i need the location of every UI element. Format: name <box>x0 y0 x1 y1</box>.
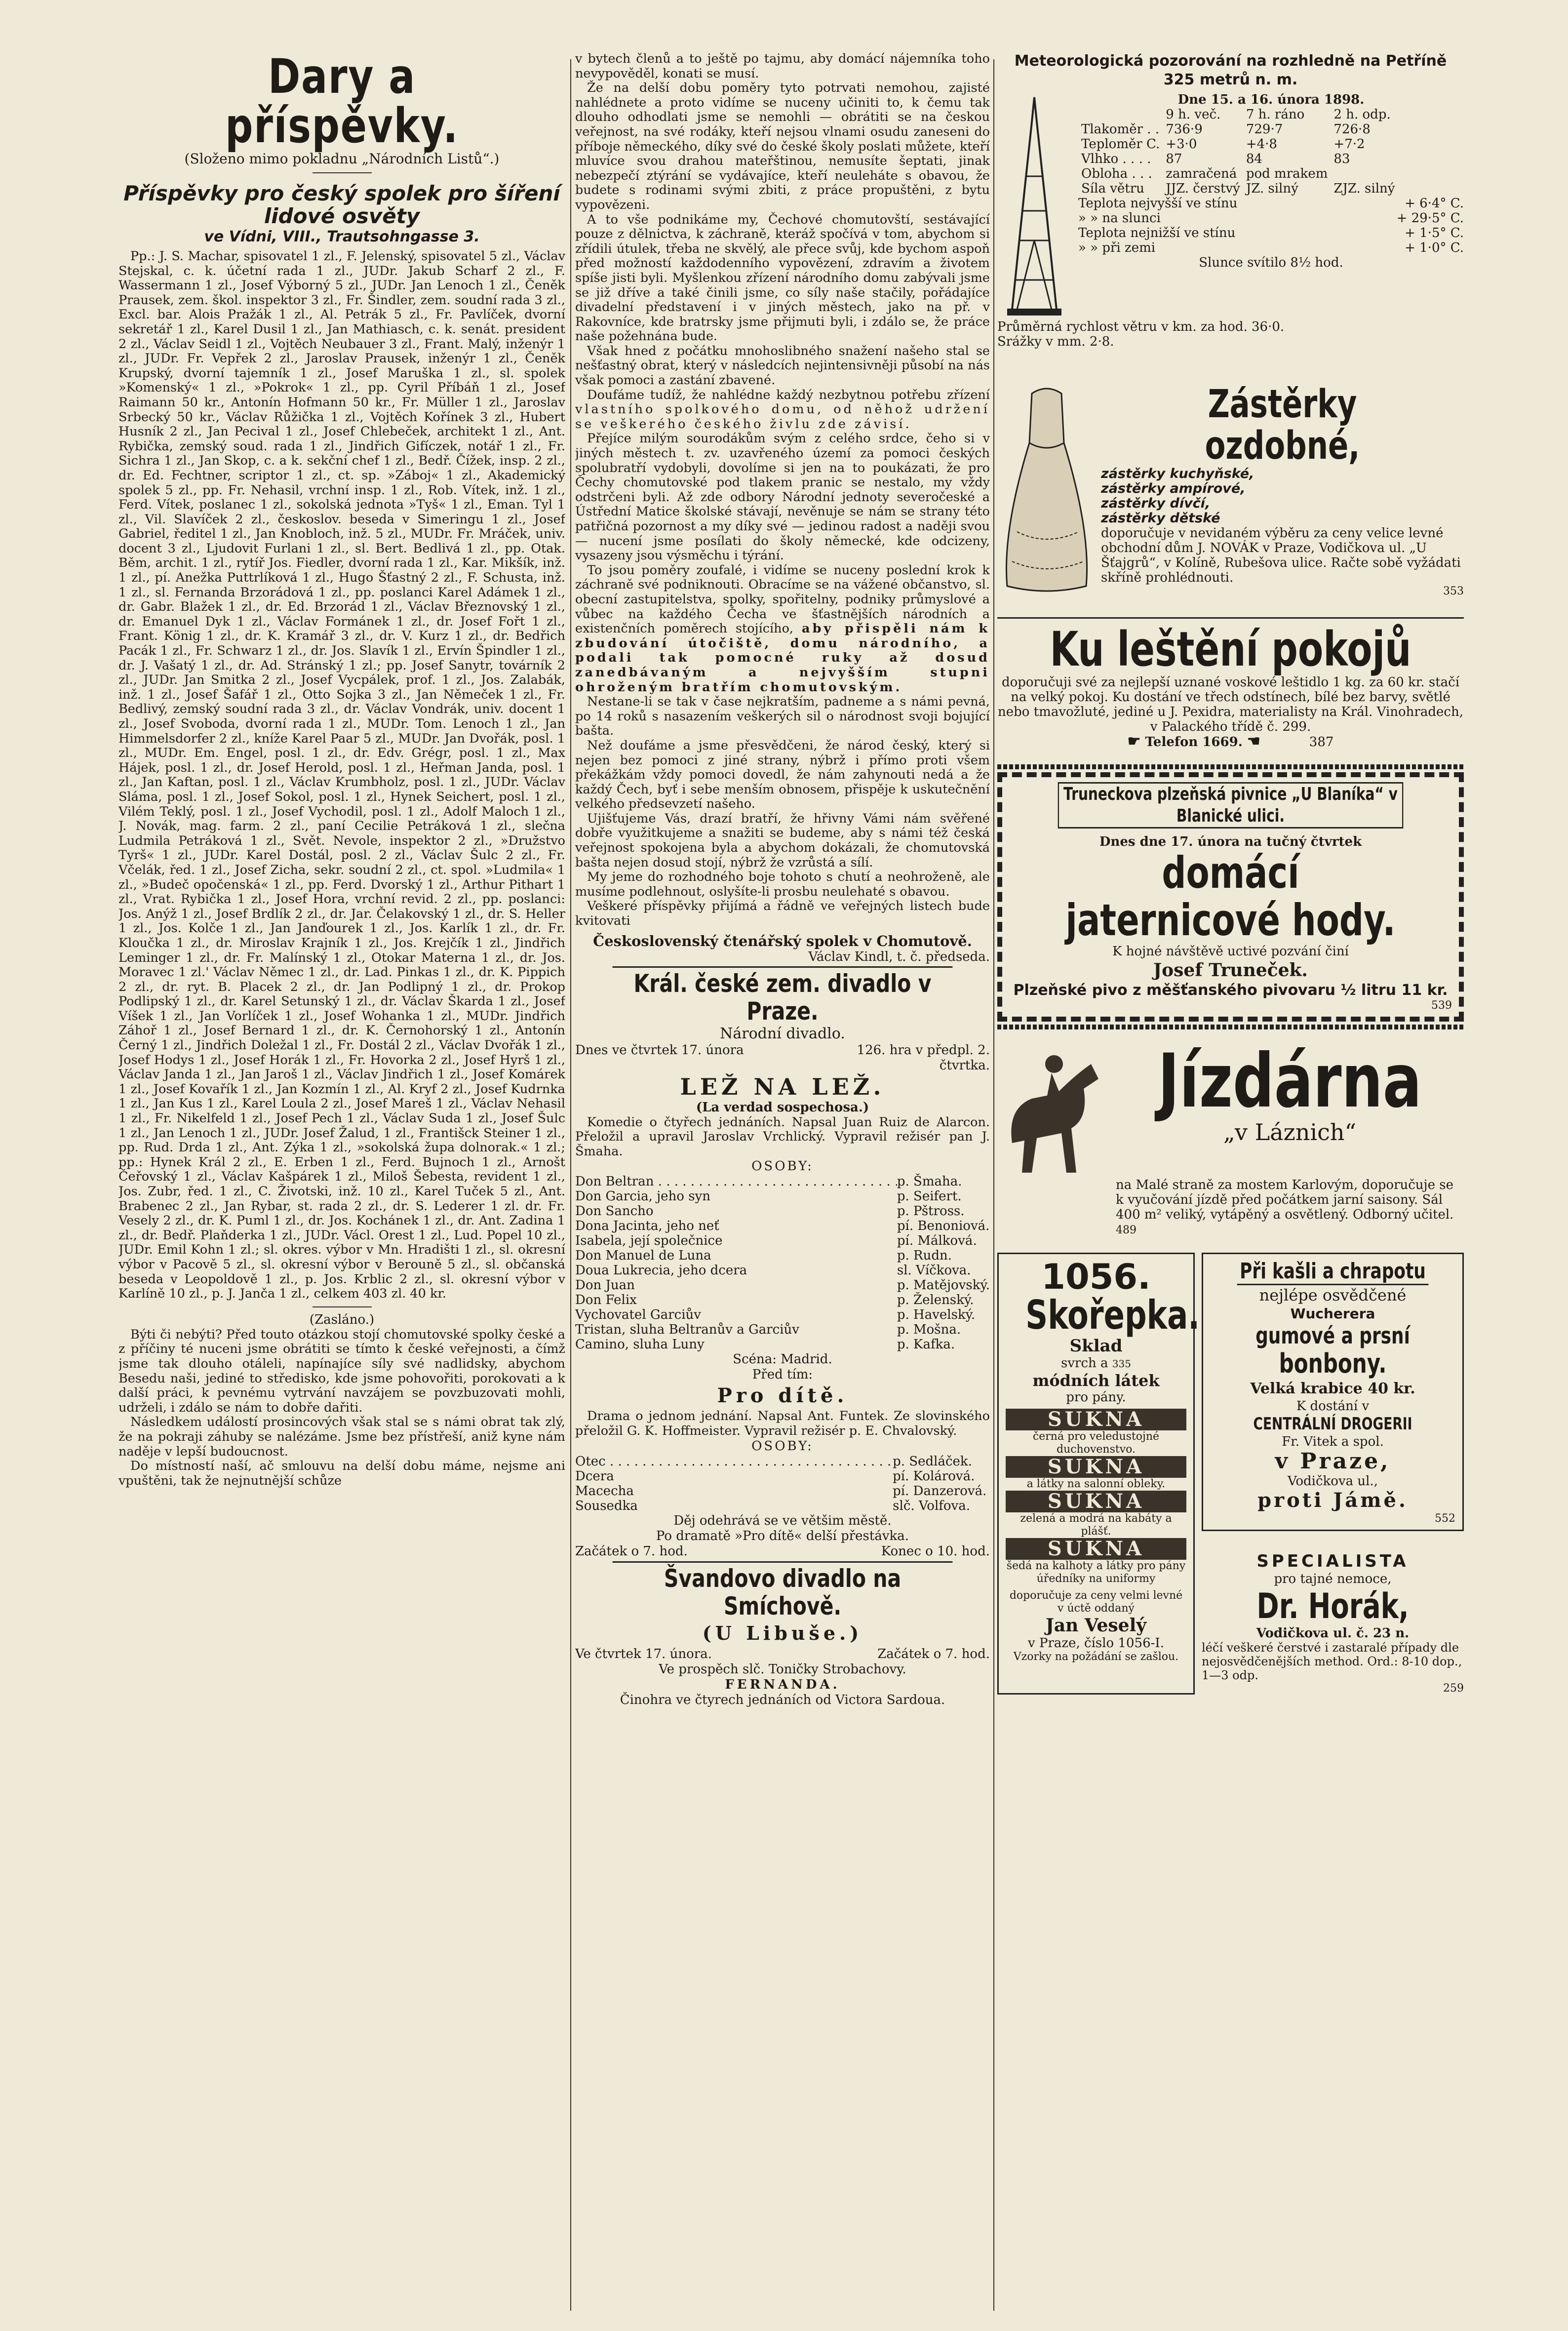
cast-role: Sousedka <box>575 1498 638 1513</box>
cast-actor: pí. Danzerová. <box>893 1483 987 1499</box>
temperature-label: » » při zemi <box>1078 240 1156 255</box>
column-rule <box>570 59 571 2311</box>
appeal-paragraph: A to vše podnikáme my, Čechové chomutovští, sestávající pouze z dělnictva, k záchraně, kteráž spočívá v tom, abychom si zřídili útulek, třeba ne skvělý, ale přece svůj, kde bychom aspoň před možností každodenního vypovězení, zdravím a životem spíše jisti byli. Myšlenkou zřízení národního domu zabývali jsme se již dříve a také činili jsme, co síly naše stačily, pořádajíce divadelní představení i v jiných městech, jako na př. v Rakovníce, kde bratrsky jsme přijmuti byli, i zdálo se, že práce naše požehnána bude. <box>575 212 990 344</box>
temperature-line <box>1078 196 1464 211</box>
cast-role: Don Felix <box>575 1293 637 1308</box>
weather-value: +4·8 <box>1246 137 1277 152</box>
weather-value: JJZ. čerstvý <box>1166 181 1240 196</box>
cast-actor: pí. Kolárová. <box>893 1468 975 1484</box>
weather-row <box>1078 152 1398 166</box>
weather-label: Obloha . . . <box>1081 166 1152 181</box>
play-title: LEŽ NA LEŽ. <box>680 1073 885 1100</box>
play-subtitle: (La verdad sospechosa.) <box>696 1100 869 1115</box>
ad-specialist: SPECIALISTA pro tajné nemoce, Dr. Horák, Vodičkova ul. č. 23 n. léčí veškeré čerstvé i zastaralé případy dle nejosvědčenějších method. Ord.: 8-10 dop., 1—3 odp. 259 <box>1202 1551 1464 1695</box>
cast-actor: p. Pštross. <box>897 1204 965 1219</box>
play-description: Činohra ve čtyrech jednáních od Victora Sardoua. <box>620 1692 945 1707</box>
appeal-paragraph: Doufáme tudíž, že nahlédne každý nezbytnou potřebu zřízení vlastního spolkového domu, od něhož udržení se veškerého českého živlu zde závisí. <box>575 387 990 432</box>
cast-heading: OSOBY: <box>751 1159 814 1174</box>
performance-line: Dnes ve čtvrtek 17. února 126. hra v předpl. 2. čtvrtka. <box>575 1042 990 1073</box>
scene: Scéna: Madrid. <box>733 1352 832 1367</box>
cast-role: Camino, sluha Luny <box>575 1337 705 1352</box>
cast-actor: pí. Benoniová. <box>897 1219 990 1234</box>
cast-role: Don Garcia, jeho syn <box>575 1189 711 1204</box>
benefit-note: Ve prospěch slč. Toničky Strobachovy. <box>659 1661 906 1677</box>
cast-role: Tristan, sluha Beltranův a Garciův <box>575 1322 799 1338</box>
zaslano-paragraph: Do místností naší, ač smlouvu na delší dobu máme, nejsme ani vpuštěni, tak že nejnutnější schůze <box>118 1459 565 1488</box>
weather-title: Meteorologická pozorování na rozhledně na Petříně 325 metrů n. m. <box>1014 52 1447 88</box>
zaslano-heading: (Zasláno.) <box>309 1312 375 1327</box>
ad-item: zástěrky ampírové, <box>1101 481 1246 496</box>
cast-role: Dcera <box>575 1468 614 1484</box>
weather-value: +7·2 <box>1333 137 1365 152</box>
weather-value: ZJZ. silný <box>1333 181 1395 196</box>
weather-value: JZ. silný <box>1246 181 1298 196</box>
cast-actor: p. Mošna. <box>897 1322 961 1338</box>
appeal-paragraph: Nestane-li se tak v čase nejkratším, padneme a s námi pevná, po 14 roků s nasazením veškerých sil o národnost svoji bojující bašta. <box>575 694 990 739</box>
zaslano-paragraph: Býti či nebýti? Před touto otázkou stojí chomutovské spolky české a z příčiny té nuceni jsme obrátiti se tímto k české veřejnosti, a čímž jsme tak dlouho otáleli, napínajíce síly své nadlidsky, abychom Besedu naši, jediné to středisko, kde jsme pohovořiti, porokovati a k další práci, k pevnému vytrvání navzájem se povzbuzovati mohli, udrželi, i zdálo se nám to dobře dařiti. <box>118 1327 565 1415</box>
appeal-paragraph: Přejíce milým sourodákům svým z celého srdce, čeho si v jiných městech t. zv. uzavřeného území za pomoci českých spolubratří vydobyli, dovolíme si jen na to poukázati, že pro Čechy chomutovské pod tlakem pranic se nestalo, my vždy odstrčeni byli. Až zde odbory Národní jednoty severočeské a Ústřední Matice školské stávají, nevěnuje se nám se strany této patřičná pozornost a my díky své — jedinou radost a naději svou — nucení jsme posílati do školy německé, kde odcizeny, vysazeny jsou výsměchu i týrání. <box>575 431 990 563</box>
ad-skorepka: 1056. Skořepka. Sklad svrch a 335 módních látek pro pány. SUKNA černá pro veledustojné duchovenstvo. SUKNA a látky na salonní obleky. SUKNA zelená a modrá na kabáty a plášť. SUKNA šedá na kalhoty a látky pro pány úředníky na uniformy doporučuje za ceny velmi levné v úctě oddaný Jan Veselý v Praze, číslo 1056-I. Vzorky na požádání se zašlou. <box>997 1253 1195 1695</box>
weather-label: Síla větru <box>1081 181 1144 196</box>
ad-item: zástěrky kuchyňské, <box>1101 466 1254 481</box>
weather-value <box>1331 166 1398 181</box>
subtitle: (Složeno mimo pokladnu „Národních Listů“.) <box>184 151 500 167</box>
weather-value: pod mrakem <box>1246 166 1328 181</box>
appeal-paragraph: Ujišťujeme Vás, drazí bratří, že hřivny Vámi nám svěřené dobře využitkujeme a snažiti se budeme, aby s námi též česká veřejnost spokojena byla a abychom dokázali, že chomutovská bašta nejen dosud stojí, nýbrž že vzrůstá a sílí. <box>575 811 990 870</box>
petrin-tower-icon <box>997 92 1071 319</box>
weather-table: 9 h. več. 7 h. ráno 2 h. odp. Tlakoměr . . 736·9 729·7 726·8 Teploměr C. +3·0 +4·8 +7·2 Vlhko . . . . 87 84 83 Obloha . . . zamračená pod mrakem Síla větru JJZ. čerstvý JZ. silný ZJZ. silný <box>1078 107 1398 196</box>
ad-aprons: Zástěrky ozdobné, zástěrky kuchyňské, zástěrky ampírové, zástěrky dívčí, zástěrky dětské doporučuje v nevidaném výběru za ceny velice levné obchodní dům J. NOVÁK v Praze, Vodičkova ul. „U Šťajgrů“, v Kolíně, Rubešova ulice. Račte sobě vyžádati skříně prohlédnouti. 353 <box>997 384 1464 597</box>
cast-role: Otec . . . <box>575 1454 893 1469</box>
temperature-line <box>1078 226 1464 240</box>
cast-role: Isabela, její společnice <box>575 1233 723 1249</box>
cast-actor: sl. Víčkova. <box>897 1263 971 1278</box>
cast-actor: p. Šmaha. <box>897 1174 962 1189</box>
weather-value: zamračená <box>1166 166 1237 181</box>
weather-value: 736·9 <box>1166 122 1203 137</box>
temperature-label: Teplota nejnižší ve stínu <box>1078 226 1236 240</box>
cast-role: Vychovatel Garciův <box>575 1307 701 1323</box>
section-address: ve Vídni, VIII., Trautsohngasse 3. <box>204 228 480 245</box>
cast-actor: p. Rudn. <box>897 1248 952 1264</box>
temperature-lines <box>1078 196 1464 255</box>
performance-line: Ve čtvrtek 17. února. Začátek o 7. hod. <box>575 1646 990 1661</box>
column-weather-ads <box>997 52 1464 2313</box>
weather-row <box>1078 122 1398 137</box>
weather-value: +3·0 <box>1166 137 1197 152</box>
appeal-paragraph: To jsou poměry zoufalé, i vidíme se nuceny poslední krok k záchraně své podniknouti. Obracíme se na vážené občanstvo, sl. obecní zastupitelstva, spolky, spořitelny, podniky průmyslové a vůbec na každého Čecha ve šťastnějších národních a existenčních poměrech stojícího, aby přispěli nám k zbudování útočiště, domu národního, a podali tak pomocné ruky až dosud zanedbávaným a nejvyšším stupni ohroženým bratřím chomutovským. <box>575 562 990 695</box>
temperature-line <box>1078 240 1464 255</box>
cast-role: Doua Lukrecia, jeho dcera <box>575 1263 747 1278</box>
precipitation: Srážky v mm. 2·8. <box>997 334 1114 349</box>
temperature-value: + 6·4° C. <box>1405 196 1464 211</box>
zaslano-paragraph: Následkem událostí prosincových však stal se s námi obrat tak zlý, že na pokraji záhuby se nalézáme. Jsme bez přístřeší, aniž kyne nám naděje v lepší budoucnost. <box>118 1415 565 1459</box>
cast-role: Macecha <box>575 1483 634 1499</box>
weather-value: 726·8 <box>1333 122 1371 137</box>
temperature-value: + 1·0° C. <box>1405 240 1464 255</box>
cast-role: Dona Jacinta, jeho neť <box>575 1219 719 1234</box>
donor-list: Pp.: J. S. Machar, spisovatel 1 zl., F. Jelenský, spisovatel 5 zl., Václav Stejskal, c. k. účetní rada 1 zl., JUDr. Jakub Scharf 2 zl., F. Wassermann 1 zl., Josef Výborný 5 zl., JUDr. Jan Lenoch 1 zl., Čeněk Prausek, zem. škol. inspektor 3 zl., Fr. Šindler, zem. soudní rada 3 zl., Excl. bar. Alois Pražák 1 zl., Al. Petrák 5 zl., Fr. Pavlíček, dvorní sekretář 1 zl., Karel Dusil 1 zl., Jan Mathiasch, c. k. senát. president 2 zl., Václav Seidl 1 zl., Vojtěch Neubauer 3 zl., Frant. Malý, inženýr 1 zl., JUDr. Fr. Vepřek 2 zl., Jaroslav Prausek, inženýr 1 zl., Čeněk Krupský, dvorní tajemník 1 zl., Josef Maruška 1 zl., sl. spolek »Komenský« 1 zl., »Pokrok« 1 zl., pp. Cyril Příbáň 1 zl., Josef Raimann 50 kr., Antonín Hofmann 50 kr., Fr. Müller 1 zl., Jaroslav Srbecký 50 kr., Václav Růžička 1 zl., Vojtěch Kořínek 3 zl., Hubert Husník 2 zl., Jan Pecival 1 zl., Josef Chlebeček, architekt 1 zl., Ant. Rybička, zemský soud. rada 1 zl., Jindřich Gifíczek, notář 1 zl., Fr. Sichra 1 zl., Jan Skop, c. a k. sekční chef 1 zl., Bedř. Čížek, insp. 2 zl., dr. Ed. Fechtner, scriptor 1 zl., ct. sp. »Záboj« 1 zl., Akademický spolek 5 zl., pp. Fr. Nehasil, vrchní insp. 1 zl., Rob. Vítek, inž. 1 zl., Ferd. Vítek, poslanec 1 zl., sokolská jednota »Tyš« 1 zl., Eman. Tyl 1 zl., Vil. Slavíček 2 zl., českoslov. beseda v Simeringu 1 zl., Josef Gabriel, ředitel 1 zl., Jan Knobloch, inž. 5 zl., MUDr. Fr. Mráček, univ. docent 3 zl., Ljudovit Furlani 1 zl., sl. Bert. Bedlivá 1 zl., pp. Otak. Běm, archit. 1 zl., rytíř Jos. Fiedler, dvorní rada 1 zl., Kar. Mikšík, inž. 1 zl., pí. Anežka Puttrlíková 1 zl., Hugo Šťastný 2 zl., F. Schusta, inž. 1 zl., sl. Fernanda Brzorádová 1 zl., pp. poslanci Karel Adámek 1 zl., dr. Gabr. Blažek 1 zl., dr. Ed. Brzorád 1 zl., Václav Březnovský 1 zl., dr. Emanuel Dyk 1 zl., Václav Formánek 1 zl., dr. Josef Fořt 1 zl., Frant. König 1 zl., dr. K. Kramář 3 zl., dr. V. Kurz 1 zl., dr. Bedřich Pacák 1 zl., Fr. Schwarz 1 zl., dr. Jos. Slavík 1 zl., Ervín Špindler 1 zl., dr. J. Vašatý 1 zl., dr. Ad. Stránský 1 zl.; pp. Josef Sanytr, továrník 2 zl., JUDr. Jan Smitka 2 zl., Josef Vycpálek, prof. 1 zl., Jos. Zalabák, inž. 1 zl., Josef Šafář 1 zl., Otto Sojka 3 zl., Jan Němeček 1 zl., Fr. Bedlivý, zemský soudní rada 3 zl., dr. Václav Vondrák, univ. docent 1 zl., Josef Svoboda, dvorní rada 1 zl., MUDr. Tom. Lenoch 1 zl., Jan Himmelsdorfer 2 zl., kníže Karel Paar 5 zl., MUDr. Jan Dvořák, posl. 1 zl., MUDr. Em. Engel, posl. 1 zl., dr. Edv. Grégr, posl. 1 zl., Max Hájek, posl. 1 zl., dr. Josef Herold, posl. 1 zl., Heřman Janda, posl. 1 zl., Jan Kaftan, posl. 1 zl., Václav Krumbholz, posl. 1 zl., JUDr. Václav Sláma, posl. 1 zl., Josef Sokol, posl. 1 zl., Hynek Seichert, posl. 1 zl., Vilém Teklý, posl. 1 zl., Josef Vychodil, posl. 1 zl., Adolf Maloch 1 zl., J. Novák, mag. farm. 2 zl., paní Cecilie Petráková 1 zl., slečna Ludmila Petráková 1 zl., Svět. Nevole, inspektor 2 zl., »Družstvo Tyrš« 1 zl., JUDr. Karel Dostál, posl. 2 zl., Václav Šulc 2 zl., Fr. Včelák, řed. 1 zl., Josef Zicha, sekr. soudní 2 zl., ct. spol. »Ludmila« 1 zl., »Budeč opočenská« 1 zl., pp. Ferd. Dvorský 1 zl., Arthur Pithart 1 zl., Vrat. Rybička 1 zl., Josef Hora, vrchní revid. 2 zl., pp. poslanci: Jos. Anýž 1 zl., Josef Brdlík 2 zl., dr. Jar. Čelakovský 1 zl., dr. S. Heller 1 zl., Jos. Kolče 1 zl., Jan Janďourek 1 zl., Jos. Karlík 1 zl., dr. Fr. Kloučka 1 zl., dr. Miroslav Krajník 1 zl., Jos. Krejčík 1 zl., Jindřich Leminger 1 zl., dr. Fr. Malínský 1 zl., Otokar Materna 1 zl., dr. Jos. Moravec 1 zl.' Václav Němec 1 zl., dr. Lad. Pinkas 1 zl., dr. K. Pippich 2 zl., dr. ryt. B. Placek 2 zl., dr. Jan Podlipný 1 zl., dr. Prokop Podlipský 1 zl., dr. Karel Setunský 1 zl., dr. Václav Škarda 1 zl., Josef Víšek 1 zl., Jan Vorlíček 1 zl., Josef Wohanka 1 zl., MUDr. Jindřich Záhoř 1 zl., Josef Bernard 1 zl., dr. K. Černohorský 1 zl., Antonín Černý 1 zl., Jindřich Doležal 1 zl., Fr. Dostál 2 zl., Václav Dvořák 1 zl., Josef Hodys 1 zl., Josef Horák 1 zl., Fr. Hovorka 2 zl., Josef Hyrš 1 zl., Václav Janda 1 zl., Jan Jaroš 1 zl., Václav Jindřich 1 zl., Josef Komárek 1 zl., Josef Kovařík 1 zl., Jan Kozmín 1 zl., Al. Kryf 2 zl., Josef Kudrnka 1 zl., Jan Kus 1 zl., Karel Loula 2 zl., Josef Mareš 1 zl., Václav Nehasil 1 zl., Fr. Nikelfeld 1 zl., Josef Pech 1 zl., Václav Suda 1 zl., Josef Šulc 1 zl., Jan Lenoch 1 zl., JUDr. Josef Žalud, 1 zl., Františck Steiner 1 zl., pp. Rud. Drda 1 zl., Ant. Zýka 1 zl., »sokolská župa dolnorak.« 1 zl.; pp.: Hynek Král 2 zl., E. Erben 1 zl., Ferd. Bujnoch 1 zl., Arnošt Čeřovský 1 zl., Václav Kašpárek 1 zl., Miloš Šebesta, revident 1 zl., Jos. Zubr, řed. 1 zl., C. Životski, inž. 10 zl., Karel Tuček 5 zl., Ant. Brabenec 2 zl., Jan Rybar, st. rada 2 zl., dr. S. Lederer 1 zl. dr. Fr. Vesely 2 zl., dr. K. Puml 1 zl., dr. Jos. Kochánek 1 zl., dr. Ant. Zadina 1 zl., dr. Bedř. Plaňderka 1 zl., JUDr. Václ. Orest 1 zl., Lud. Popel 10 zl., JUDr. Emil Kohn 1 zl.; sl. okres. výbor v Mn. Hradišti 1 zl., sl. okresní výbor v Pacově 5 zl., sl. okresní výbor v Berouně 5 zl., sl. občanská beseda v Leopoldově 1 zl., p. Jos. Krblic 2 zl., sl. okresní výbor v Karlíně 10 zl., p. J. Janča 1 zl., celkem 403 zl. 40 kr. <box>118 249 565 1302</box>
cast-actor: p. Želenský. <box>897 1293 974 1308</box>
organization-name: Československý čtenářský spolek v Chomutově. <box>593 932 972 949</box>
temperature-value: + 29·5° C. <box>1396 211 1464 226</box>
ad-polish: Ku leštění pokojů doporučuji své za nejlepší uznané voskové leštidlo 1 kg. za 60 kr. stačí na velký pokoj. Ku dostání ve třech odstínech, bílé bez barvy, světlé nebo tmavožluté, jediné u J. Pexidra, materialisty na Král. Vinohradech, v Palackého třídě č. 299. ☛ Telefon 1669. ☚ 387 <box>997 617 1464 750</box>
setting-note: Děj odehrává se ve většim městě. <box>673 1513 892 1528</box>
column-rule <box>993 59 994 2311</box>
temperature-label: » » na slunci <box>1078 211 1161 226</box>
appeal-paragraph: v bytech členů a to ještě po tajmu, aby domácí nájemníka toho nevypověděl, konati se musí. <box>575 52 990 81</box>
theatre-title: Švandovo divadlo na Smíchově. <box>613 1561 953 1620</box>
play-title: Pro dítě. <box>717 1384 848 1408</box>
cast-actor: slč. Volfova. <box>893 1498 970 1513</box>
weather-row <box>1078 137 1398 152</box>
temperature-value: + 1·5° C. <box>1405 226 1464 240</box>
pointing-hand-icon: ☚ <box>1247 733 1260 750</box>
weather-label: Vlhko . . . . <box>1081 152 1151 166</box>
ad-text: na Malé straně za mostem Karlovým, doporučuje se k vyučování jízdě před počátkem jarní saisony. Sál 400 m² veliký, vytápěný a osvětlený. Odborný učitel. 489 <box>1116 1178 1454 1236</box>
appeal-paragraph: My jeme do rozhodného boje tohoto s chutí a neohroženě, ale musíme podlehnout, oslyšíte-li prosbu neulehaté s obavou. <box>575 869 990 899</box>
cast-role: Don Beltran . . . <box>575 1174 897 1189</box>
cast-role: Don Sancho <box>575 1204 654 1219</box>
appeal-paragraph: Než doufáme a jsme přesvědčeni, že národ český, který si nejen bez pomoci z jiné strany, nýbrž i přímo proti všem překážkám vždy pomoci dovedl, že nám zahynouti nedá a že každý Čech, byť i sebe menším obnosem, přispěje k uskutečnění velkého předsevzetí našeho. <box>575 738 990 812</box>
cast-list <box>575 1174 990 1352</box>
weather-value: 729·7 <box>1246 122 1283 137</box>
horse-rider-illustration-icon <box>997 1044 1111 1178</box>
weather-value: 84 <box>1246 152 1262 166</box>
wind-speed: Průměrná rychlost větru v km. za hod. 36·0. <box>997 319 1285 334</box>
cast-heading: OSOBY: <box>751 1438 814 1454</box>
cast-actor: p. Seifert. <box>897 1189 962 1204</box>
page-title: Dary a příspěvky. <box>225 52 459 154</box>
ad-riding-school: Jízdárna „v Láznich“ <box>997 1044 1464 1178</box>
intermission-note: Po dramatě »Pro dítě« delší přestávka. <box>656 1528 909 1543</box>
weather-value: 87 <box>1166 152 1182 166</box>
ad-item: zástěrky dívčí, <box>1101 496 1211 511</box>
time-line: Začátek o 7. hod. Konec o 10. hod. <box>575 1543 990 1559</box>
weather-row <box>1078 181 1398 196</box>
cast-actor: p. Kafka. <box>897 1337 955 1352</box>
theatre-subtitle: Národní divadlo. <box>720 1025 845 1042</box>
temperature-line <box>1078 211 1464 226</box>
theatre-subtitle: (U Libuše.) <box>702 1621 863 1644</box>
ad-item: zástěrky dětské <box>1101 511 1220 526</box>
weather-label: Teploměr C. <box>1081 137 1160 152</box>
cast-actor: pí. Málková. <box>897 1233 977 1249</box>
appeal-paragraph: Veškeré příspěvky přijímá a řádně ve veřejných listech bude kvitovati <box>575 899 990 929</box>
play-title: FERNANDA. <box>725 1677 840 1692</box>
pointing-hand-icon: ☛ <box>1127 733 1141 750</box>
ad-cough-drops: Při kašli a chrapotu nejlépe osvědčené Wucherera gumové a prsní bonbony. Velká krabice 40 kr. K dostání v CENTRÁLNÍ DROGERII Fr. Vitek a spol. v Praze, Vodičkova ul., proti Jámě. 552 <box>1202 1253 1464 1531</box>
weather-date: Dne 15. a 16. února 1898. <box>1177 92 1365 107</box>
weather-row <box>1078 166 1398 181</box>
cast-role: Don Manuel de Luna <box>575 1248 711 1264</box>
weather-value: 83 <box>1333 152 1350 166</box>
play-description: Komedie o čtyřech jednáních. Napsal Juan Ruiz de Alarcon. Přeložil a upravil Jaroslav Vrchlický. Vypravil režisér pan J. Šmaha. <box>575 1114 990 1159</box>
appeal-paragraph: Však hned z počátku mnohoslibného snažení našeho stal se nešťastný obrat, který v následcích nejintensivněji působí na nás však pomoci a zastání zbavené. <box>575 343 990 388</box>
ad-text: doporučuje v nevidaném výběru za ceny velice levné obchodní dům J. NOVÁK v Praze, Vodičkova ul. „U Šťajgrů“, v Kolíně, Rubešova ulice. Račte sobě vyžádati skříně prohlédnouti. <box>1101 526 1461 585</box>
play-description: Drama o jednom jednání. Napsal Ant. Funtek. Ze slovinského přeložil G. K. Hoffmeister. Vypravil režisér p. E. Chvalovský. <box>575 1409 990 1438</box>
apron-illustration-icon <box>997 384 1096 596</box>
cast-actor: p. Havelský. <box>897 1307 976 1323</box>
ad-pub: Truneckova plzeňská pivnice „U Blaníka“ v Blanické ulici. Dnes dne 17. února na tučný čtvrtek domácí jaternicové hody. K hojné návštěvě uctivé pozvání činí Josef Truneček. Plzeňské pivo z měšťanského pivovaru ½ litru 11 kr. 539 <box>997 764 1464 1029</box>
column-appeal-theatre <box>575 52 990 2313</box>
cast-list <box>575 1454 990 1513</box>
before-label: Před tím: <box>752 1367 813 1383</box>
cast-actor: p. Matějovský. <box>897 1278 990 1293</box>
weather-label: Tlakoměr . . <box>1081 122 1160 137</box>
column-donations <box>118 52 565 2313</box>
cast-role: Don Juan <box>575 1278 635 1293</box>
theatre-title: Král. české zem. divadlo v Praze. <box>613 966 953 1025</box>
sunshine: Slunce svítilo 8½ hod. <box>1199 255 1343 270</box>
temperature-label: Teplota nejvyšší ve stínu <box>1078 196 1238 211</box>
section-title: Příspěvky pro český spolek pro šíření lidové osvěty <box>123 181 560 228</box>
cast-actor: p. Sedláček. <box>893 1454 972 1469</box>
appeal-paragraph: Že na delší dobu poměry tyto potrvati nemohou, zajisté nahlédnete a proto vidíme se nuceny učiniti to, k čemu tak dlouho odhodlati jsme se nemohli — obrátiti se na českou veřejnost, na své rodáky, kteří nejsou vlnami osudu zaneseni do příboje německého, díky své do české školy poslati můžete, kteří mluvíce svou drahou mateřštinou, nemusíte šeptati, jinak nebezpečí ztýrání se vydávajíce, kteří neuleháte s obavou, že budete s rodinami svými zbiti, z práce propuštěni, z bytu vypovězeni. <box>575 80 990 212</box>
signature: Václav Kindl, t. č. předseda. <box>808 949 990 964</box>
